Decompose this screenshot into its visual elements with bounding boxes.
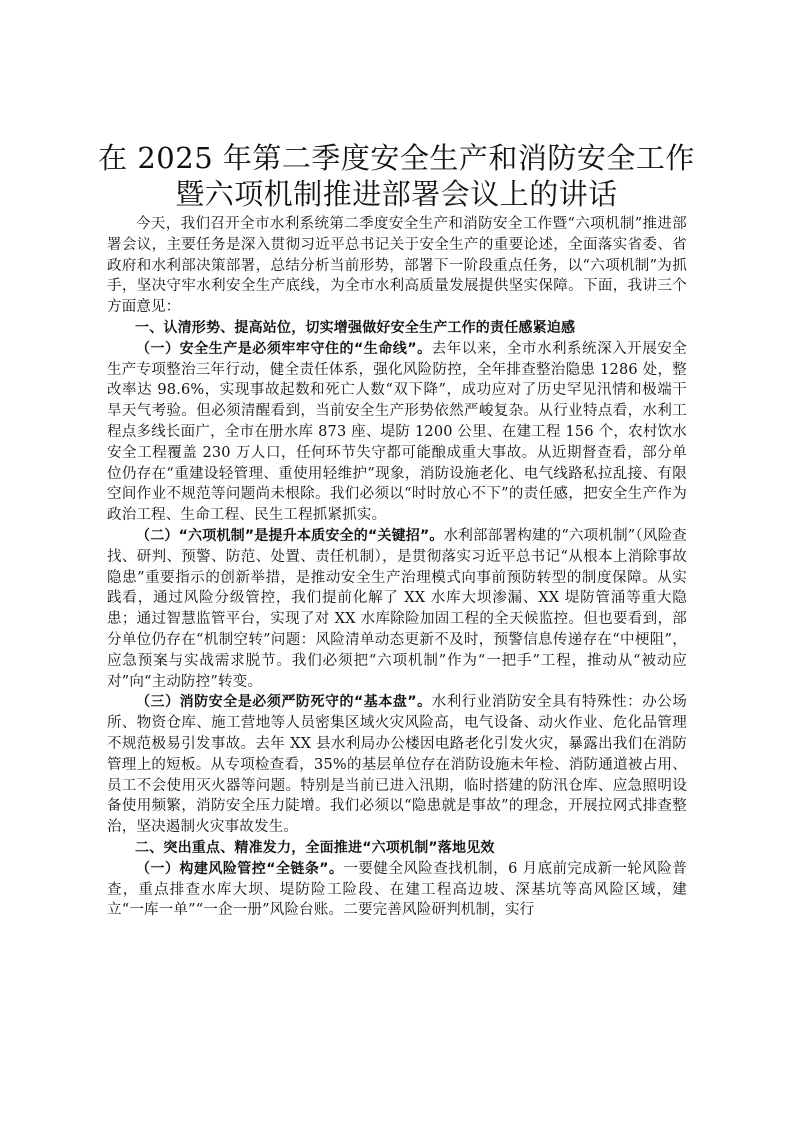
document-title: [60, 140, 733, 212]
paragraph-1-lead: （一）安全生产是必须牢牢守住的“生命线”。: [136, 340, 432, 357]
section-1-heading: 一、认清形势、提高站位，切实增强做好安全生产工作的责任感紧迫感: [135, 319, 576, 336]
paragraph-1-text: 去年以来，全市水利系统深入开展安全生产专项整治三年行动，健全责任体系，强化风险防控，全年排查整治隐患 1286 处，整改率达 98.6%，实现事故起数和死亡人数“双下降”，成功应对了历史罕见汛情和极端干旱天气考验。但必须清醒看到，当前安全生产形势依然严峻复杂。从行业特点看，水利工程点多线长面广，全市在册水库 873 座、堤防 1200 公里、在建工程 156 个，农村饮水安全工程覆盖 230 万人口，任何环节失守都可能酿成重大事故。从近期督查看，部分单位仍存在“重建设轻管理、重使用轻维护”现象，消防设施老化、电气线路私拉乱接、有限空间作业不规范等问题尚未根除。我们必须以“时时放心不下”的责任感，把安全生产作为政治工程、生命工程、民生工程抓紧抓实。: [107, 340, 687, 524]
paragraph-4-lead: （一）构建风险管控“全链条”。: [136, 860, 344, 877]
paragraph-2-lead: （二）“六项机制”是提升本质安全的“关键招”。: [136, 527, 444, 544]
paragraph-2: [107, 526, 687, 692]
section-2-heading: 二、突出重点、精准发力，全面推进“六项机制”落地见效: [135, 839, 495, 856]
paragraph-1: [107, 339, 687, 526]
paragraph-3: [107, 692, 687, 838]
paragraph-3-lead: （三）消防安全是必须严防死守的“基本盘”。: [136, 694, 432, 711]
paragraph-4: [107, 859, 687, 921]
paragraph-3-text: 水利行业消防安全具有特殊性：办公场所、物资仓库、施工营地等人员密集区域火灾风险高，电气设备、动火作业、危化品管理不规范极易引发事故。去年 XX 县水利局办公楼因电路老化引发火灾，暴露出我们在消防管理上的短板。从专项检查看，35%的基层单位存在消防设施未年检、消防通道被占用、员工不会使用灭火器等问题。特别是当前已进入汛期，临时搭建的防汛仓库、应急照明设备使用频繁，消防安全压力陡增。我们必须以“隐患就是事故”的理念，开展拉网式排查整治，坚决遏制火灾事故发生。: [107, 694, 687, 836]
title-line-1: 在 2025 年第二季度安全生产和消防安全工作: [98, 141, 695, 175]
document-body: [107, 214, 687, 921]
intro-paragraph: 今天，我们召开全市水利系统第二季度安全生产和消防安全工作暨“六项机制”推进部署会议，主要任务是深入贯彻习近平总书记关于安全生产的重要论述，全面落实省委、省政府和水利部决策部署，总结分析当前形势，部署下一阶段重点任务，以“六项机制”为抓手，坚决守牢水利安全生产底线，为全市水利高质量发展提供坚实保障。下面，我讲三个方面意见：: [107, 216, 687, 316]
title-line-2: 暨六项机制推进部署会议上的讲话: [175, 177, 618, 211]
paragraph-4-text: 一要健全风险查找机制，6 月底前完成新一轮风险普查，重点排查水库大坝、堤防险工险段、在建工程高边坡、深基坑等高风险区域，建立“一库一单”“一企一册”风险台账。二要完善风险研判机制，实行: [107, 860, 687, 919]
paragraph-2-text: 水利部部署构建的“六项机制”（风险查找、研判、预警、防范、处置、责任机制），是贯彻落实习近平总书记“从根本上消除事故隐患”重要指示的创新举措，是推动安全生产治理模式向事前预防转型的制度保障。从实践看，通过风险分级管控，我们提前化解了 XX 水库大坝渗漏、XX 堤防管涌等重大隐患；通过智慧监管平台，实现了对 XX 水库除险加固工程的全天候监控。但也要看到，部分单位仍存在“机制空转”问题：风险清单动态更新不及时，预警信息传递存在“中梗阻”，应急预案与实战需求脱节。我们必须把“六项机制”作为“一把手”工程，推动从“被动应对”向“主动防控”转变。: [107, 527, 687, 690]
